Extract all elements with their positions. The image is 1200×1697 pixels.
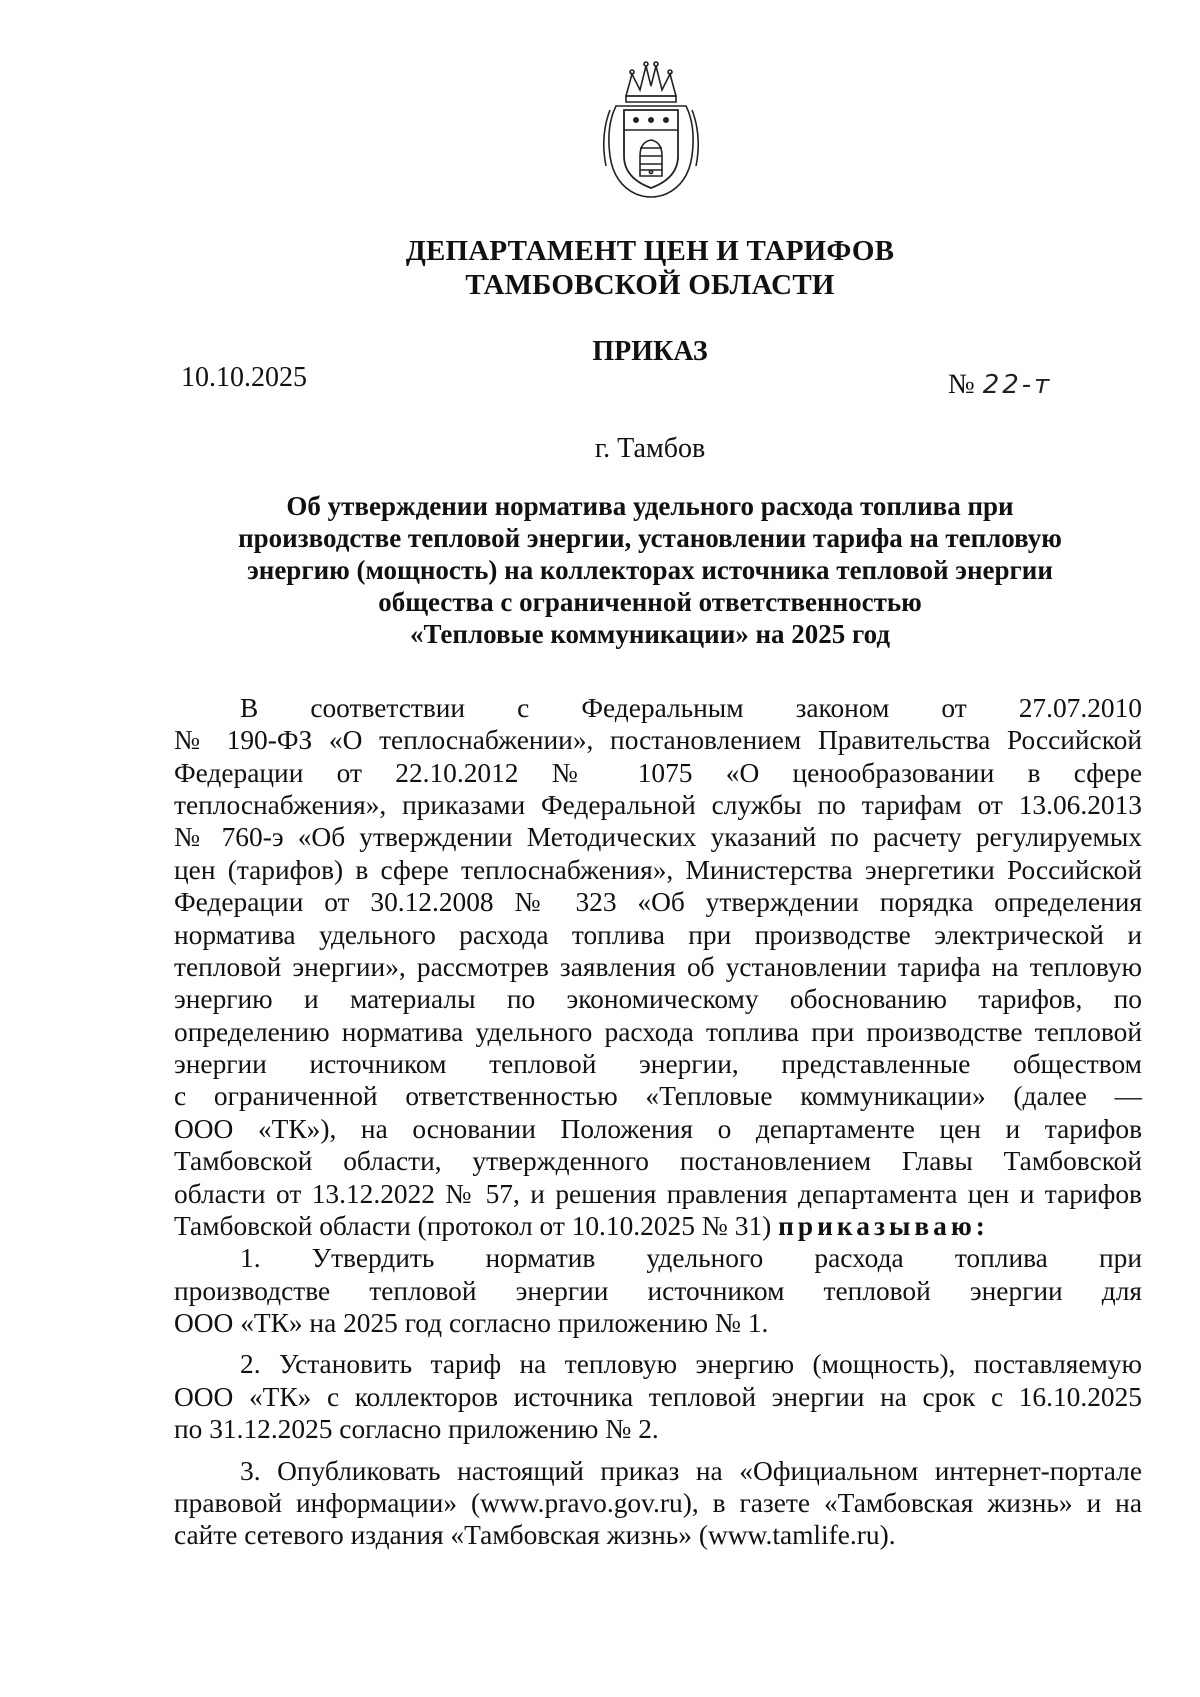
body-line-with-order — [174, 1210, 1142, 1242]
body-line: В соответствии с Федеральным законом от 27.07.2010 — [240, 693, 1142, 723]
title-line: общества с ограниченной ответственностью — [378, 587, 922, 617]
number-prefix: № — [948, 369, 975, 400]
body-line: теплоснабжения», приказами Федеральной службы по тарифам от 13.06.2013 — [174, 790, 1142, 820]
order-word: приказываю: — [778, 1211, 989, 1241]
item-3-line: правовой информации» (www.pravo.gov.ru), в газете «Тамбовская жизнь» и на — [174, 1488, 1142, 1518]
item-3-line: 3. Опубликовать настоящий приказ на «Официальном интернет-портале — [240, 1456, 1142, 1486]
item-2-line: по 31.12.2025 согласно приложению № 2. — [174, 1414, 659, 1444]
body-line: № 760-э «Об утверждении Методических указаний по расчету регулируемых — [174, 822, 1142, 852]
title-line: «Тепловые коммуникации» на 2025 год — [409, 619, 891, 649]
body-line: Тамбовской области (протокол от 10.10.2025 № 31) — [174, 1211, 772, 1241]
body-line: Тамбовской области, утвержденного постановлением Главы Тамбовской — [174, 1146, 1142, 1176]
document-number — [948, 369, 1052, 401]
document-type: ПРИКАЗ — [592, 336, 708, 367]
item-3-line: сайте сетевого издания «Тамбовская жизнь» (www.tamlife.ru). — [174, 1520, 896, 1550]
item-1-line: 1. Утвердить норматив удельного расхода топлива при — [240, 1243, 1142, 1273]
body-line: цен (тарифов) в сфере теплоснабжения», Министерства энергетики Российской — [174, 855, 1142, 885]
body-line: тепловой энергии», рассмотрев заявления об установлении тарифа на тепловую — [174, 952, 1142, 982]
body-line: энергию и материалы по экономическому обоснованию тарифов, по — [174, 984, 1142, 1014]
body-line: норматива удельного расхода топлива при производстве электрической и — [174, 920, 1142, 950]
handwritten-number: 22-т — [982, 370, 1053, 400]
item-2-line: ООО «ТК» с коллекторов источника тепловой энергии на срок с 16.10.2025 — [174, 1382, 1142, 1412]
body-line: Федерации от 30.12.2008 № 323 «Об утверждении порядка определения — [174, 887, 1142, 917]
item-2-line: 2. Установить тариф на тепловую энергию (мощность), поставляемую — [240, 1349, 1142, 1379]
body-line: Федерации от 22.10.2012 № 1075 «О ценообразовании в сфере — [174, 758, 1142, 788]
document-title — [180, 490, 1120, 650]
body-line: энергии источником тепловой энергии, представленные обществом — [174, 1049, 1142, 1079]
coat-of-arms-icon — [596, 56, 706, 204]
item-1-line: производстве тепловой энергии источником тепловой энергии для — [174, 1276, 1142, 1306]
document-date: 10.10.2025 — [181, 362, 307, 393]
document-city: г. Тамбов — [594, 433, 706, 464]
body-line: с ограниченной ответственностью «Тепловые коммуникации» (далее — — [174, 1081, 1142, 1111]
body-line: определению норматива удельного расхода топлива при производстве тепловой — [174, 1017, 1142, 1047]
organization-name-line1: ДЕПАРТАМЕНТ ЦЕН И ТАРИФОВ — [405, 235, 895, 267]
title-line: производстве тепловой энергии, установлении тарифа на тепловую — [238, 523, 1062, 553]
body-line: ООО «ТК»), на основании Положения о департаменте цен и тарифов — [174, 1114, 1142, 1144]
title-line: энергию (мощность) на коллекторах источника тепловой энергии — [247, 555, 1053, 585]
organization-name-line2: ТАМБОВСКОЙ ОБЛАСТИ — [465, 269, 835, 301]
title-line: Об утверждении норматива удельного расхода топлива при — [286, 491, 1014, 521]
body-line: области от 13.12.2022 № 57, и решения правления департамента цен и тарифов — [174, 1179, 1142, 1209]
body-line: № 190-ФЗ «О теплоснабжении», постановлением Правительства Российской — [174, 725, 1142, 755]
item-1-line: ООО «ТК» на 2025 год согласно приложению № 1. — [174, 1308, 769, 1338]
